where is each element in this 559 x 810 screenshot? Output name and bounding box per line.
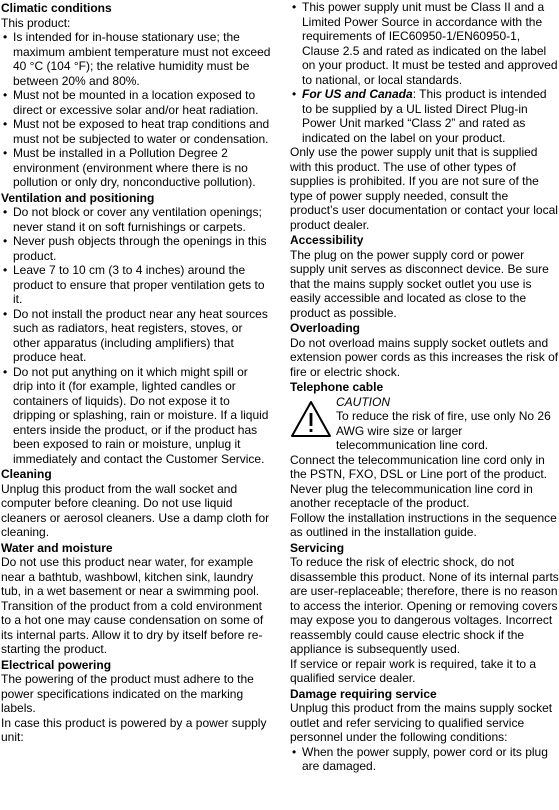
overloading-body: Do not overload mains supply socket outlets and extension power cords as this increases the risk of fire or electric shock.: [290, 335, 559, 379]
electrical-powering-psu-intro: In case this product is powered by a power supply unit:: [1, 715, 267, 744]
servicing-body: To reduce the risk of electric shock, do not disassemble this product. None of its internal parts are user-replaceable; therefore, there is no reason to access the interior. Opening or removing covers may expose you to dangerous voltages. Incorrect reassembly could cause electric shock if the appliance is subsequently used.: [290, 555, 559, 656]
damage-body: Unplug this product from the mains supply socket outlet and refer servicing to qualified service personnel under the following conditions:: [290, 701, 553, 744]
warning-triangle-icon: [290, 400, 332, 438]
water-moisture-body: Do not use this product near water, for example near a bathtub, washbowl, kitchen sink, laundry tub, in a wet basement or near a swimming pool. Transition of the product from a cold environment to a hot one may cause condensation on some of its internal parts. Allow it to dry by itself before re-starting the product.: [1, 555, 264, 656]
right-column: [290, 0, 559, 774]
list-item: • Do not install the product near any heat sources such as radiators, heat registers, stoves, or other apparatus (including amplifiers) that produce heat.: [1, 307, 271, 365]
climatic-list: [1, 30, 271, 190]
electrical-powering-heading: Electrical powering: [1, 657, 112, 672]
cleaning-body: Unplug this product from the wall socket and computer before cleaning. Do not use liquid cleaners or aerosol cleaners. Use a damp cloth for cleaning.: [1, 481, 270, 539]
ventilation-list: [1, 205, 271, 466]
list-item: • Is intended for in-house stationary use; the maximum ambient temperature must not exceed 40 °C (104 °F); the relative humidity must be between 20% and 80%.: [1, 30, 271, 88]
climatic-conditions-heading: Climatic conditions: [1, 1, 112, 15]
telephone-instructions-body: Follow the installation instructions in the sequence as outlined in the installation guide.: [290, 510, 557, 539]
caution-title: CAUTION: [336, 394, 390, 409]
damage-heading: Damage requiring service: [290, 686, 437, 701]
list-item: • Do not put anything on it which might spill or drip into it (for example, lighted candles or containers of liquids). Do not expose it to dripping or splashing, rain or moisture. If a liquid enters inside the product, or if the product has been exposed to rain or moisture, unplug it immediately and contact the Customer Service.: [1, 365, 271, 467]
telephone-cable-heading: Telephone cable: [290, 380, 384, 394]
caution-body: To reduce the risk of fire, use only No 26 AWG wire size or larger telecommunication line cord.: [336, 409, 551, 452]
list-item: • Do not block or cover any ventilation openings; never stand it on soft furnishings or carpets.: [1, 205, 271, 234]
damage-list: [290, 745, 559, 774]
list-item: • When the power supply, power cord or its plug are damaged.: [290, 745, 559, 774]
list-item: • Must not be exposed to heat trap conditions and must not be subjected to water or condensation.: [1, 117, 271, 146]
caution-text: [332, 395, 559, 453]
list-item: [290, 87, 559, 145]
left-column: [1, 0, 271, 745]
electrical-powering-body: The powering of the product must adhere to the power specifications indicated on the marking labels.: [1, 672, 254, 715]
caution-box: [290, 395, 559, 453]
servicing-heading: Servicing: [290, 540, 345, 555]
list-item: • Never push objects through the openings in this product.: [1, 234, 271, 263]
cleaning-heading: Cleaning: [1, 467, 52, 481]
list-item: • This power supply unit must be Class II and a Limited Power Source in accordance with the requirements of IEC60950-1/EN60950-1, Clause 2.5 and rated as indicated on the label on your product. It must be tested and approved to national, or local standards.: [290, 0, 559, 87]
servicing-repair-body: If service or repair work is required, take it to a qualified service dealer.: [290, 656, 537, 685]
overloading-heading: Overloading: [290, 321, 361, 335]
list-item: • Must not be mounted in a location exposed to direct or excessive solar and/or heat radiation.: [1, 88, 271, 117]
us-canada-lead: For US and Canada: [302, 87, 413, 101]
us-canada-text: : This product is intended to be supplied by a UL listed Direct Plug-in Power Unit marked “Class 2” and rated as indicated on the label on your product.: [302, 87, 547, 145]
ventilation-heading: Ventilation and positioning: [1, 190, 155, 205]
psu-list: [290, 0, 559, 145]
telephone-connect-body: Connect the telecommunication line cord only in the PSTN, FXO, DSL or Line port of the product. Never plug the telecommunication line cord in another receptacle of the product.: [290, 452, 548, 510]
water-moisture-heading: Water and moisture: [1, 540, 113, 555]
list-item: • Must be installed in a Pollution Degree 2 environment (environment where there is no pollution or only dry, nonconductive pollution).: [1, 146, 271, 190]
accessibility-heading: Accessibility: [290, 233, 364, 247]
psu-note: Only use the power supply unit that is supplied with this product. The use of other types of supplies is prohibited. If you are not sure of the type of power supply needed, consult the product’s user documentation or contact your local product dealer.: [290, 145, 558, 232]
accessibility-body: The plug on the power supply cord or power supply unit serves as disconnect device. Be sure that the mains supply socket outlet you use is easily accessible and located as close to the product as possible.: [290, 247, 549, 320]
climatic-intro: This product:: [1, 15, 71, 30]
list-item: • Leave 7 to 10 cm (3 to 4 inches) around the product to ensure that proper ventilation gets to it.: [1, 263, 271, 307]
